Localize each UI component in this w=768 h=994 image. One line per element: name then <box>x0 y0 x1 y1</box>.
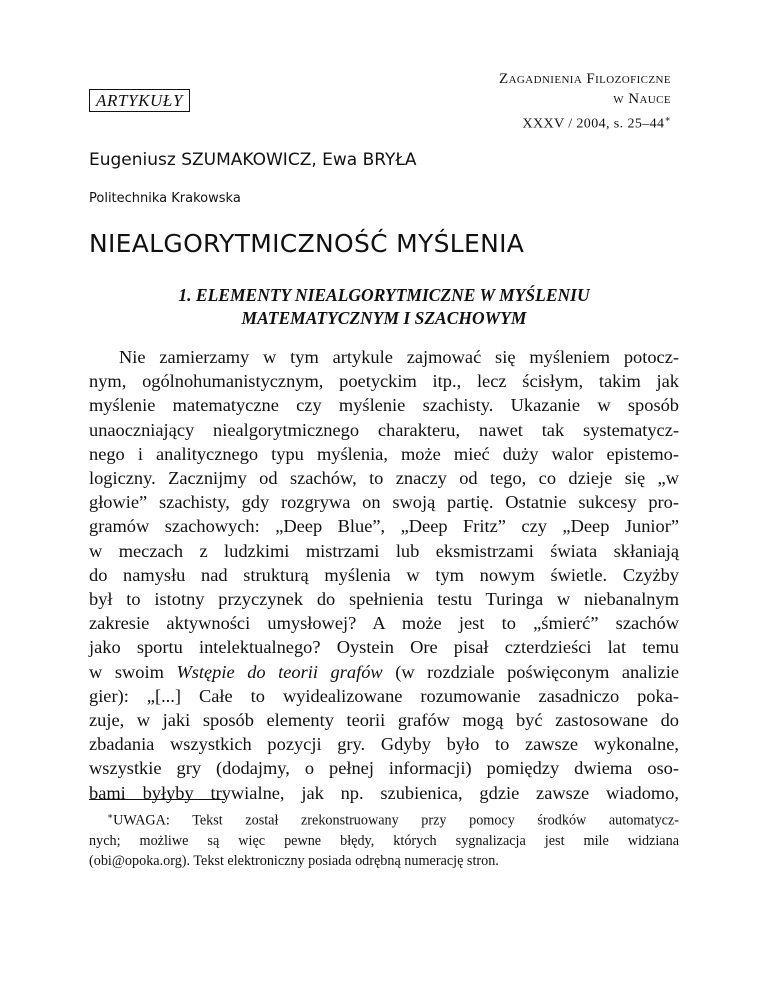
body-line: w swoim Wstępie do teorii grafów (w rozdziale poświęconym analizie <box>89 661 679 682</box>
footnote-marker: ∗ <box>107 811 114 821</box>
body-line: wszystkie gry (dodajmy, o pełnej informacji) pomiędzy dwiema oso- <box>89 758 679 779</box>
book-title: Wstępie do teorii grafów <box>176 661 383 682</box>
body-line: zbadania wszystkich pozycji gry. Gdyby było to zawsze wykonalne, <box>89 734 679 755</box>
body-line: był to istotny przyczynek do spełnienia testu Turinga w niebanalnym <box>89 589 679 610</box>
body-line: Nie zamierzamy w tym artykule zajmować się myśleniem potocz- <box>119 347 679 367</box>
journal-name-cont: w Nauce <box>613 91 671 107</box>
section-heading-line: 1. ELEMENTY NIEALGORYTMICZNE W MYŚLENIU <box>178 285 590 305</box>
section-heading <box>89 284 679 330</box>
body-line: nego i analitycznego typu myślenia, może mieć duży walor epistemo- <box>89 443 679 464</box>
body-line: myślenie matematyczne czy myślenie szachisty. Ukazanie w sposób <box>89 395 679 416</box>
body-line: gramów szachowych: „Deep Blue”, „Deep Fritz” czy „Deep Junior” <box>89 516 679 537</box>
journal-volume: XXXV / 2004, s. 25–44∗ <box>522 114 671 132</box>
body-line: jako sportu intelektualnego? Oystein Ore pisał czterdzieści lat temu <box>89 637 679 658</box>
body-line: zakresie aktywności umysłowej? A może jest to „śmierć” szachów <box>89 613 679 634</box>
body-paragraph <box>89 345 679 805</box>
journal-info <box>499 69 671 135</box>
journal-name: Zagadnienia Filozoficzne <box>499 71 671 87</box>
body-line: unaoczniający niealgorytmicznego charakteru, nawet tak systematycz- <box>89 419 679 440</box>
footnote-marker: ∗ <box>664 114 671 124</box>
body-line: do namysłu nad strukturą myślenia w tym nowym świetle. Czyżby <box>89 564 679 585</box>
body-line: bami byłyby trywialne, jak np. szubienica, gdzie zawsze wiadomo, <box>89 782 679 803</box>
body-line: gier): „[...] Całe to wyidealizowane rozumowanie zasadniczo poka- <box>89 685 679 706</box>
authors: Eugeniusz SZUMAKOWICZ, Ewa BRYŁA <box>89 150 417 170</box>
footnote <box>89 806 679 871</box>
body-line: nym, ogólnohumanistycznym, poetyckim itp., lecz ścisłym, takim jak <box>89 371 679 392</box>
footnote-line: ∗UWAGA: Tekst został zrekonstruowany przy pomocy środków automatycz- <box>107 811 679 829</box>
section-label: ARTYKUŁY <box>89 89 190 112</box>
body-line: zuje, w jaki sposób elementy teorii grafów mogą być zastosowane do <box>89 710 679 731</box>
article-title: NIEALGORYTMICZNOŚĆ MYŚLENIA <box>89 229 525 258</box>
section-heading-line: MATEMATYCZNYM I SZACHOWYM <box>241 308 527 328</box>
body-line: głowie” szachisty, gdy rozgrywa on swoją partię. Ostatnie sukcesy pro- <box>89 492 679 513</box>
affiliation: Politechnika Krakowska <box>89 191 241 206</box>
footnote-line: nych; możliwe są więc pewne błędy, których sygnalizacja jest mile widziana <box>89 832 679 849</box>
footnote-divider <box>89 799 225 800</box>
body-line: logiczny. Zacznijmy od szachów, to znaczy od tego, co dzieje się „w <box>89 468 679 489</box>
footnote-line: (obi@opoka.org). Tekst elektroniczny posiada odrębną numerację stron. <box>89 852 499 869</box>
body-line: w meczach z ludzkimi mistrzami lub eksmistrzami świata skłaniają <box>89 540 679 561</box>
